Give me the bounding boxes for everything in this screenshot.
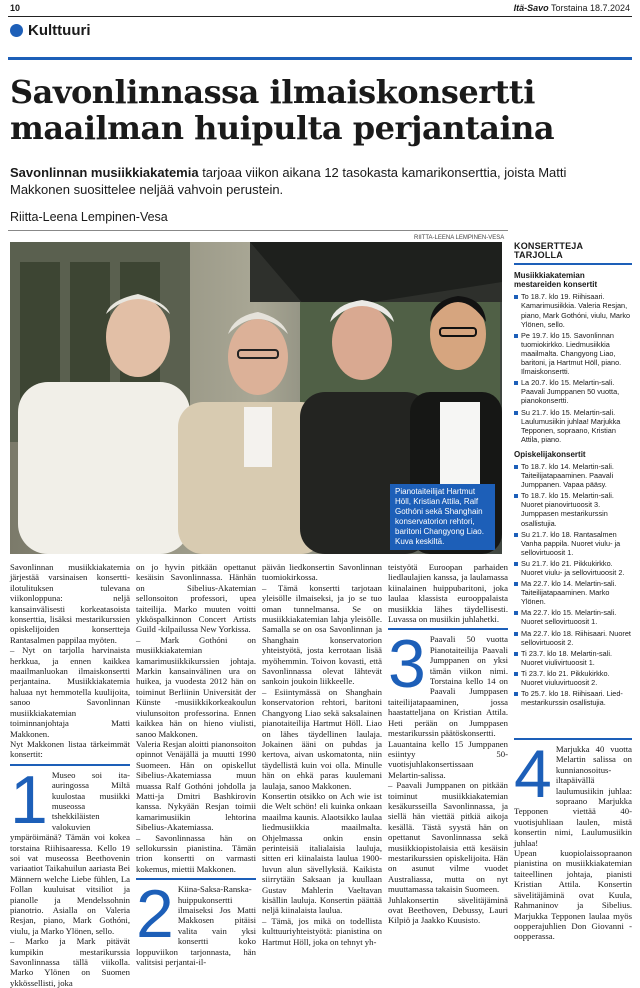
col1-p2: – Nyt on tarjolla harvinaista herkkua, ja ennen kaikkea maailmanluokan ilmaiskonsertti perjantaina. Musiikkiakatemia haluaa nyt hemmotella kuulijoita, sanoo Savonlinnan musiikkiakatemian toiminnanjohtaja Matti Makkonen. [10,645,130,739]
sidebar-item: La 20.7. klo 15. Melartin-sali. Paavali Jumppanen 50 vuotta, pianokonsertti. [514,378,632,405]
pick-2 [136,878,256,967]
column-2 [136,562,256,968]
col2-p1: on jo hyvin pitkään opettanut kesäisin Savonlinnassa. Hänhän on Sibelius-Akatemian sellonsoiton professori, upea taiteilija. Marko muuten voitti ykköspalkinnon Concert Artists Guild -kilpailussa New Yorkissa. [136,562,256,635]
pick-1-number: 1 [10,761,48,838]
col2-p2: – Mark Gothóni on musiikkiakatemian kamarimusiikkikurssien johtaja. Markin kansainvälinen ura on huikea, ja vuodesta 2012 hän on toiminut Berliinin Universität der Künste -musiikkikorkeakoulun viulunsoiton professorina. Ennen kaikkea hän on hieno viulisti, sanoo Makkonen. [136,634,256,739]
sidebar-item: Ti 23.7. klo 21. Pikkukirkko. Nuoret viuluvirtuoosit 2. [514,669,632,687]
pick-2-number: 2 [136,876,174,953]
pick-2-text: Kiina-Saksa-Ranska-huippukonsertti ilmaiseksi Jos Matti Makkosen pitäisi valita vain yksi konsertti koko loppuviikon tarjonnasta, hän valitsisi perjantai-il- [136,884,256,968]
pick-4-tail: Upean kuopiolaissopraanon pianistina on musiikkiakatemian taiteellinen johtaja, pianisti Kristian Attila. Konsertin sävelitäjäminä ovat Kuula, Rahmaninov ja Sibelius. Marjukka Tepponen laulaa myös oopperajuhlien Don Giovanni -oopperassa. [514,848,632,942]
lead-paragraph [10,164,622,198]
sidebar-title: KONSERTTEJA TARJOLLA [514,242,632,265]
sidebar-group-2: Opiskelijakonsertit [514,449,586,459]
section-rule [8,57,632,60]
photo-credit: RIITTA-LEENA LEMPINEN-VESA [414,235,505,241]
col3-p2: – Tämä konsertti tarjotaan yleisölle ilmaiseksi, ja jo se tuo oman tunnelmansa. Se on musiikkiakatemian lahja yleisölle. Samalla se on osa Savonlinnan ja Shanghain konservatorion yhteistyötä, josta kerrotaan lisää myöhemmin. Toivon kovasti, että Savonlinnassa olevat lähtevät sankoin joukoin liikkeelle. [262,582,382,687]
byline: Riitta-Leena Lempinen-Vesa [10,210,168,224]
sidebar-item: Ti 23.7. klo 18. Melartin-sali. Nuoret viulivirtuoosit 1. [514,649,632,667]
col4-p1: teistyötä Euroopan parhaiden liedlaulajien kanssa, ja laulamassa kiinalainen huippubaritoni, joka laulaa klassista eurooppalaista musiikkia lähes täydellisesti. Luvassa on musiikin juhlahetki. [388,562,508,625]
column-4 [388,562,508,926]
sidebar-item: To 18.7. klo 15. Melartin-sali. Nuoret pianovirtuoosit 3. Jumppasen mestarikurssin osallistujia. [514,491,632,527]
headline: Savonlinnassa ilmaiskonsertti maailman huipulta perjantaina [10,73,555,147]
pick-1 [10,761,130,937]
lead-bold: Savonlinnan musiikkiakatemia [10,165,199,180]
col1-p1: Savonlinnan musiikkiakatemia järjestää varsinaisen konsertti-ilotulituksen tulevana viikonloppuna: neljä kansainvälisesti korkeatasoista konserttia, lisäksi mestarikurssien opiskelijoiden konsertteja Rantasalmen pappilaa myöten. [10,562,130,645]
sidebar-item: Su 21.7. klo 21. Pikkukirkko. Nuoret viulu- ja sellovirtuoosit 2. [514,559,632,577]
col4-p2: Lauantaina kello 15 Jumppanen esiintyy 50-vuotisjuhlakonsertissaan Melartin-salissa. [388,738,508,780]
sidebar-item: Ma 22.7. klo 14. Melartin-sali. Taiteilijatapaaminen. Marko Ylönen. [514,579,632,606]
sidebar-item: To 25.7. klo 18. Riihisaari. Lied-mestarikurssin osallistujia. [514,689,632,707]
concert-sidebar [514,241,632,708]
section-dot-icon [10,24,23,37]
sidebar-item: Su 21.7. klo 15. Melartin-sali. Laulumusiikin juhlaa! Marjukka Tepponen, sopraano, Kristian Attila, piano. [514,408,632,444]
section-label [10,22,90,39]
pick-4 [514,738,632,848]
sidebar-item: To 18.7. klo 14. Melartin-sali. Taiteilijatapaaminen. Paavali Jumppanen. Vapaa pääsy. [514,462,632,489]
publication-info [514,3,630,13]
col1-p3: Nyt Makkonen listaa tärkeimmät konsertit: [10,738,130,760]
sidebar-item: Su 21.7. klo 18. Rantasalmen Vanha pappila. Nuoret viulu- ja sellovirtuoosit 1. [514,530,632,557]
byline-rule [8,230,508,231]
sidebar-item: To 18.7. klo 19. Riihisaari. Kamarimusiikkia. Valeria Resjan, piano, Mark Gothóni, viulu, Marko Ylönen, sello. [514,292,632,328]
publication-date: Torstaina 18.7.2024 [550,3,630,13]
col3-p3: – Esiintymässä on Shanghain konservatorion rehtori, baritoni Changyong Liao sekä saksalainen pianotaiteilija Hartmut Höll. Liao on lähes täydellinen laulaja. Jokainen ääni on puhdas ja kertova, aivan uskomatonta, niin täydellistä kuin voi olla. Minulle hän on ehkä paras kuulemani laulaja, sanoo Makkonen. [262,686,382,791]
pick-3-number: 3 [388,626,426,703]
col3-p4: Konsertin otsikko on Ach wie ist die Welt schön! eli kuinka onkaan maailma kaunis. Alaotsikko laulaa liedmusiikkia maailmalta. Ohjelmassa onkin ensin perinteisiä italialaisia lauluja, sitten eri kiinalaista laulua 1900-luvun alun sävellyksiä. Kaikista siirrytään Saksaan ja kuullaan Gustav Mahlerin Vaeltavan kisällin lauluja. Konsertin päättää neljä kiinalaista laulua. [262,790,382,916]
section-name: Kulttuuri [28,22,91,39]
header-rule [8,16,632,17]
col2-p3: Valeria Resjan aloitti pianonsoiton opinnot Venäjällä ja muutti 1990 Suomeen. Hän on opiskellut Sibelius-Akatemiassa muun muassa Ralf Gothóni johdolla ja Matti-ja Dmitri Bashkirovin kanssa. Nykyään Resjan toimii kamarimusiikin lehtorina Sibelius-Akatemiassa. [136,738,256,833]
column-5 [514,736,632,942]
sidebar-item: Ma 22.7. klo 15. Melartin-sali. Nuoret sellovirtuoosit 1. [514,608,632,626]
col3-p1: päivän liedkonsertin Savonlinnan tuomiokirkossa. [262,562,382,583]
pick-3 [388,628,508,738]
sidebar-item: Ma 22.7. klo 18. Riihisaari. Nuoret sellovirtuoosit 2. [514,629,632,647]
col4-p4: Juhlakonsertin sävelitäjäminä ovat Beethoven, Debussy, Lauri Kilpiö ja Jaakko Kuusisto. [388,894,508,926]
sidebar-group-1: Musiikkiakatemian mestareiden konsertit [514,271,598,290]
pick-1-tail: – Marko ja Mark pitävät kumpikin mestarikurssia Savonlinnassa tällä viikolla. Marko Ylönen on Suomen ykkössellisti, joka [10,936,130,988]
publication-name: Itä-Savo [513,3,549,13]
pick-1-text: Museo soi ita-auringossa Miltä kuulostaa musiikki museossa tshekkiläisten valokuvien ympäröimänä? Tämän voi kokea torstaina Riihisaaressa. Kello 19 soi vat museossa Beethovenin variaatiot Taikahuilun aariasta Bei Männern welche Liebe fühlen, La Follan kuuluisat vitsiliot ja pianolle ja Mendelssohnin pianotrio. Asialla on Valeria Resjan, piano, Mark Gothóni, viulu, ja Marko Ylönen, sello. [10,769,130,936]
pick-4-number: 4 [514,736,552,812]
page-header [0,0,640,16]
column-1 [10,562,130,988]
pick-4-text: Marjukka 40 vuotta Melartin salissa on kunnianosoitus-iltapäivällä laulumusiikin juhlaa: sopraano Marjukka Tepponen viettää 40-vuotisjuhliaan laulen, mistä konsertin nimi, Laulumusiikin juhlaa! [514,744,632,848]
sidebar-item: Pe 19.7. klo 15. Savonlinnan tuomiokirkko. Liedmusiikkia maailmalta. Changyong Liao, baritoni, ja Hartmut Höll, piano. Ilmaiskonsertti. [514,331,632,376]
photo-caption: Pianotaiteilijat Hartmut Höll, Kristian Attila, Ralf Gothóni sekä Shanghain konservatorion rehtori, baritoni Changyong Liao. Kuva keskiltä. [390,484,495,550]
col2-p4: – Savonlinnassa hän on sellokurssin pianistina. Tämän trion konsertti on varmasti kokemus, miettii Makkonen. [136,832,256,874]
lead-rest: tarjoaa viikon aikana 12 tasokasta kamarikonserttia, joista Matti Makkonen suosittelee neljää vahvoin perustein. [10,165,567,197]
col4-p3: – Paavali Jumppanen on pitkään toiminut musiikkiakatemian kesäkursseilla Savonlinnassa, ja siellä hän viettää pitkiä aikoja kesällä. Tästä syystä hän on opettanut Savonlinnassa sekä musiikkiopistolaisia että kesäisin mestarikurssien opiskelijoita. Hän on asunut vilme vuodet Australiassa, mutta on nyt muuttamassa takaisin Suomeen. [388,780,508,895]
column-3 [262,562,382,947]
pick-3-text: Paavali 50 vuotta Pianotaiteilija Paavali Jumppanen on yksi tämän viikon nimi. Torstaina kello 14 on Paavali Jumppasen taiteilijatapaaminen, jossa haastatteljana on Kristian Attila. Heti perään on Jumppasen mestarikurssin päätöskonsertti. [388,634,508,739]
col3-p5: – Tämä, jos mikä on todellista kulttuuriyhteistyötä: pianistina on Hartmut Höll, joka on tehnyt yh- [262,915,382,947]
page-number: 10 [10,3,21,13]
